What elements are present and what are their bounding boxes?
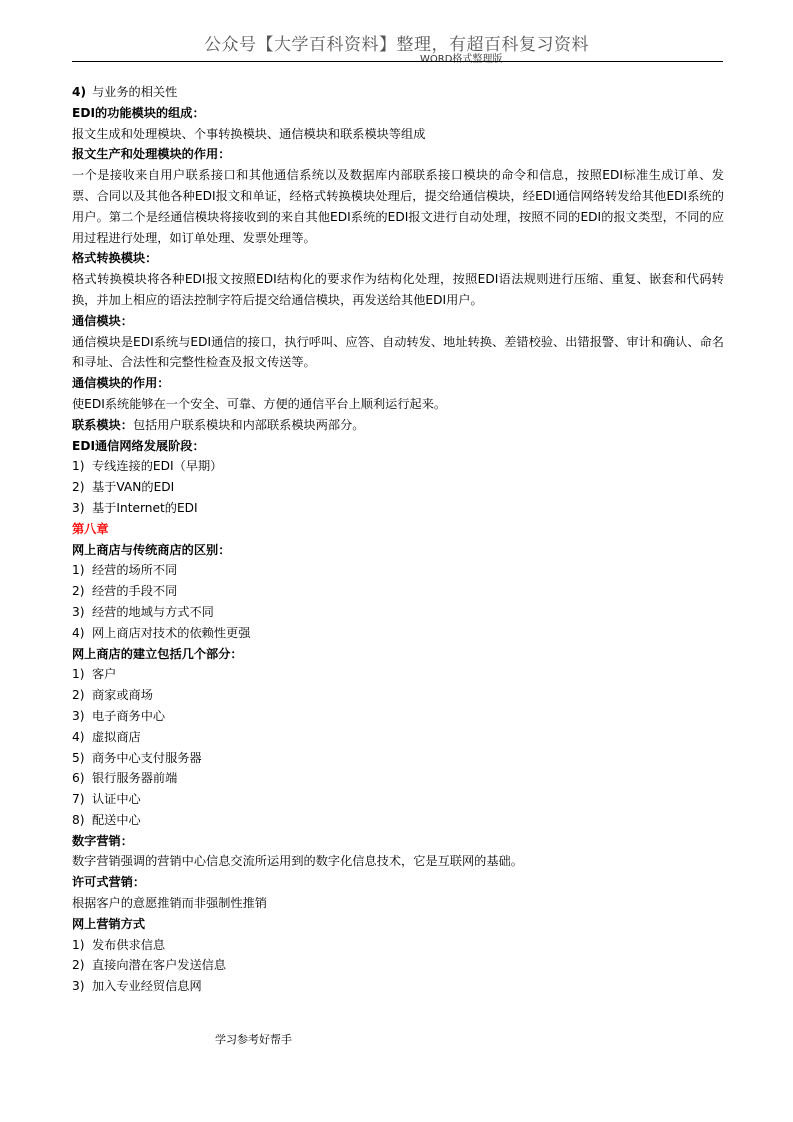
list-item — [72, 768, 724, 789]
header-divider — [72, 61, 723, 62]
list-number: 3) — [72, 979, 85, 994]
list-number: 1) — [72, 459, 85, 474]
list-item — [72, 748, 724, 769]
list-text: 基于VAN的EDI — [92, 480, 175, 495]
list-item — [72, 955, 724, 976]
list-number: 2) — [72, 480, 85, 495]
list-number: 2) — [72, 584, 85, 599]
list-item — [72, 581, 724, 602]
section-heading: 格式转换模块： — [72, 251, 158, 266]
edi-stages-list — [72, 456, 724, 518]
header-subtitle: WORD格式整理版 — [420, 54, 503, 65]
section-heading: 通信模块的作用： — [72, 376, 170, 391]
paragraph: 根据客户的意愿推销而非强制性推销 — [72, 896, 267, 911]
list-item — [72, 623, 724, 644]
section-heading: 网上营销方式 — [72, 916, 146, 931]
list-item — [72, 664, 724, 685]
section-heading: 通信模块： — [72, 313, 133, 328]
section-heading: EDI通信网络发展阶段： — [72, 438, 205, 453]
list-number: 1) — [72, 563, 85, 578]
paragraph: 使EDI系统能够在一个安全、可靠、方便的通信平台上顺利运行起来。 — [72, 396, 447, 411]
list-item — [72, 789, 724, 810]
list-number: 6) — [72, 771, 85, 786]
list-number: 8) — [72, 812, 85, 827]
differences-list — [72, 560, 724, 643]
section-heading: 网上商店的建立包括几个部分： — [72, 646, 243, 661]
paragraph: 一个是接收来自用户联系接口和其他通信系统以及数据库内部联系接口模块的命令和信息，按照EDI标准生成订单、发票、合同以及其他各种EDI报文和单证，经格式转换模块处理后，提交给通信模块，经EDI通信网络转发给其他EDI系统的用户。第二个是经通信模块将接收到的来自其他EDI系统的EDI报文进行自动处理，按照不同的EDI的报文类型，不同的应用过程进行处理，如订单处理、发票处理等。 — [72, 168, 724, 245]
footer-text: 学习参考好帮手 — [215, 1033, 292, 1046]
list-text: 直接向潜在客户发送信息 — [92, 958, 227, 973]
list-item — [72, 685, 724, 706]
list-number: 1) — [72, 667, 85, 682]
header-title: 公众号【大学百科资料】整理，有超百科复习资料 — [204, 35, 589, 55]
list-number: 5) — [72, 750, 85, 765]
list-number: 4) — [72, 625, 85, 640]
list-number: 4) — [72, 729, 85, 744]
list-text: 加入专业经贸信息网 — [92, 979, 202, 994]
section-heading: 数字营销： — [72, 833, 133, 848]
inline-heading: 联系模块： — [72, 417, 133, 432]
list-item — [72, 810, 724, 831]
list-item — [72, 976, 724, 997]
list-text: 专线连接的EDI（早期） — [92, 459, 223, 474]
chapter-title: 第八章 — [72, 521, 109, 536]
list-text: 客户 — [92, 667, 117, 682]
list-text: 商家或商场 — [92, 688, 153, 703]
store-parts-list — [72, 664, 724, 830]
list-item — [72, 727, 724, 748]
online-marketing-list — [72, 935, 724, 997]
list-text: 经营的场所不同 — [92, 563, 178, 578]
list-item — [72, 498, 724, 519]
list-item: 4) 与业务的相关性 — [72, 85, 178, 99]
list-number: 3) — [72, 604, 85, 619]
paragraph: 联系模块：包括用户联系模块和内部联系模块两部分。 — [72, 417, 365, 432]
list-text: 经营的手段不同 — [92, 584, 178, 599]
list-number: 2) — [72, 958, 85, 973]
list-text: 基于Internet的EDI — [92, 500, 198, 515]
list-text: 经营的地域与方式不同 — [92, 604, 214, 619]
list-item — [72, 602, 724, 623]
list-number: 3) — [72, 708, 85, 723]
list-item — [72, 456, 724, 477]
paragraph: 报文生成和处理模块、个事转换模块、通信模块和联系模块等组成 — [72, 126, 426, 141]
list-text: 虚拟商店 — [92, 729, 141, 744]
paragraph: 格式转换模块将各种EDI报文按照EDI结构化的要求作为结构化处理，按照EDI语法规则进行压缩、重复、嵌套和代码转换，并加上相应的语法控制字符后提交给通信模块，再发送给其他EDI用户。 — [72, 272, 724, 307]
list-text: 网上商店对技术的依赖性更强 — [92, 625, 251, 640]
list-item — [72, 477, 724, 498]
list-text: 认证中心 — [92, 792, 141, 807]
list-number: 7) — [72, 792, 85, 807]
section-heading: 报文生产和处理模块的作用： — [72, 147, 231, 162]
paragraph: 通信模块是EDI系统与EDI通信的接口，执行呼叫、应答、自动转发、地址转换、差错校验、出错报警、审计和确认、命名和寻址、合法性和完整性检查及报文传送等。 — [72, 334, 724, 370]
list-text: 配送中心 — [92, 812, 141, 827]
section-heading: 网上商店与传统商店的区别： — [72, 542, 231, 557]
list-number: 2) — [72, 688, 85, 703]
list-number: 3) — [72, 500, 85, 515]
list-number: 1) — [72, 937, 85, 952]
list-item — [72, 706, 724, 727]
section-heading: EDI的功能模块的组成： — [72, 105, 205, 120]
list-text: 电子商务中心 — [92, 708, 166, 723]
list-text: 发布供求信息 — [92, 937, 166, 952]
document-body — [72, 82, 724, 997]
paragraph: 数字营销强调的营销中心信息交流所运用到的数字化信息技术，它是互联网的基础。 — [72, 854, 523, 869]
list-item — [72, 560, 724, 581]
list-text: 银行服务器前端 — [92, 771, 178, 786]
section-heading: 许可式营销： — [72, 875, 146, 890]
list-item — [72, 935, 724, 956]
list-text: 商务中心支付服务器 — [92, 750, 202, 765]
